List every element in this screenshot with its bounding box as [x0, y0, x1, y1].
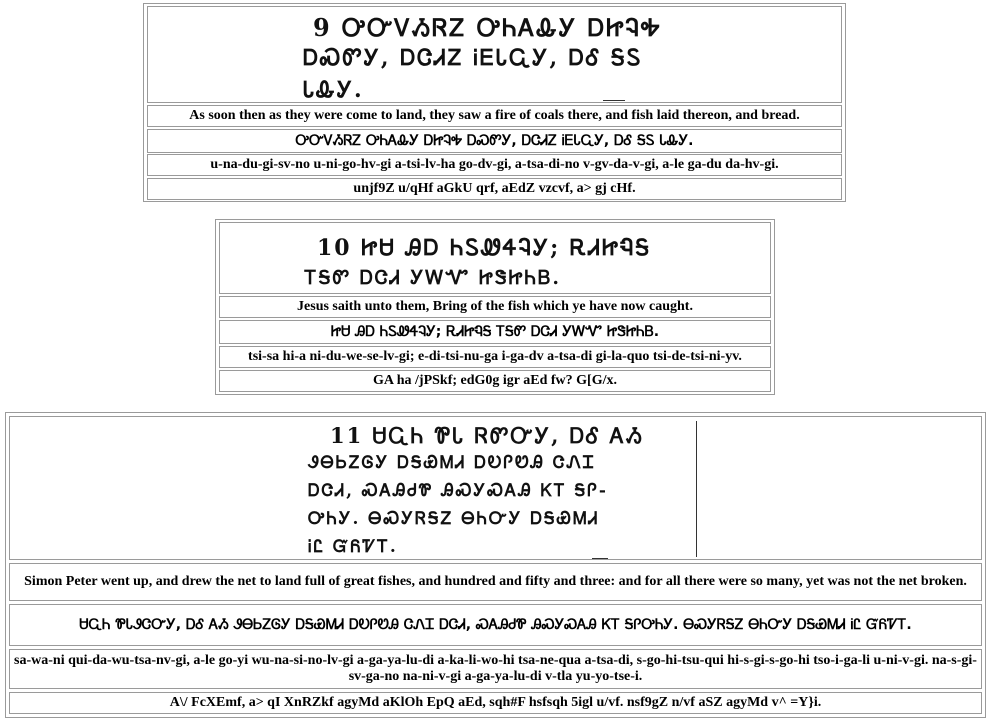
verse-9-syllabary: ᎤᏅᏙᏱᏒᏃ ᎤᏂᎪᎲᎩ ᎠᏥᎸᎭ ᎠᏍᏛᎩ, ᎠᏣᏗᏃ ᎥᎬᏓᏩᎩ, ᎠᎴ ᎦᏚ ᏓᎲᎩ.: [147, 129, 842, 153]
verse-10-encoding: GA ha /jPSkf; edG0g igr aEd fw? G[G/x.: [219, 370, 771, 392]
verse-11-block: [5, 412, 986, 718]
verse-11-english: Simon Peter went up, and drew the net to land full of great fishes, and hundred and fifty and three: and for all there were so many, yet was not the net broken.: [9, 563, 982, 601]
scan-line: ᎥᏝ ᏳᏲᏤᎢ.: [308, 537, 398, 557]
scan-border-line: [696, 421, 697, 557]
verse-11-scan-image: [9, 416, 982, 560]
scan-line: 9 ᎤᏅᏙᏱᏒᏃ ᎤᏂᎪᎲᎩ ᎠᏥᎸᎭ: [313, 13, 662, 42]
scan-line: ᏭᎾᏏᏃᎶᎩ ᎠᎦᏯᎷᏗ ᎠᎧᎵᏬᎯ ᏣᏁᏆ: [308, 453, 596, 473]
verse-11-transliteration: sa-wa-ni qui-da-wu-tsa-nv-gi, a-le go-yi wu-na-si-no-lv-gi a-ga-ya-lu-di a-ka-li-wo-hi tsa-ne-qua a-tsa-di, s-go-hi-tsu-qui hi-s-gi-s-go-hi tso-i-ga-li u-ni-v-gi. na-s-gi-sv-ga-no na-ni-v-gi a-ga-ya-lu-di v-tla yu-yo-tse-i.: [9, 649, 982, 689]
verse-10-block: [215, 219, 775, 395]
verse-9-encoding: unjf9Z u/qHf aGkU qrf, aEdZ vzcvf, a> gj cHf.: [147, 178, 842, 200]
verse-11-syllabary: ᏌᏩᏂ ᏈᏓᏭᏣᏅᎩ, ᎠᎴ ᎪᏱ ᏭᎾᏏᏃᎶᎩ ᎠᎦᏯᎷᏗ ᎠᎧᎵᏬᎯ ᏣᏁᏆ ᎠᏣᏗ, ᏍᎪᎯᏧᏈ ᎯᏍᎩᏍᎪᎯ ᏦᎢ ᎦᎵᎤᏂᎩ. ᎾᏍᎩᏒᎦᏃ ᎾᏂᏅᎩ ᎠᎦᏯᎷᏗ ᎥᏝ ᏳᏲᏤᎢ.: [9, 604, 982, 646]
scan-line: 11 ᏌᏩᏂ ᏈᏓ ᏒᏛᏅᎩ, ᎠᎴ ᎪᏱ: [330, 423, 644, 448]
scan-mark: [603, 100, 625, 101]
scan-line: 10 ᏥᏌ ᎯᎠ ᏂᏚᏪᏎᎸᎩ; ᎡᏗᏥᏄᎦ: [317, 235, 652, 261]
verse-9-english: As soon then as they were come to land, they saw a fire of coals there, and fish laid thereon, and bread.: [147, 105, 842, 127]
verse-10-scan-image: [219, 222, 771, 294]
verse-10-syllabary: ᏥᏌ ᎯᎠ ᏂᏚᏪᏎᎸᎩ; ᎡᏗᏥᏄᎦ ᎢᎦᏛ ᎠᏣᏗ ᎩᎳᏉ ᏥᏕᏥᏂᏴ.: [219, 320, 771, 344]
scan-line: ᎤᏂᎩ. ᎾᏍᎩᏒᎦᏃ ᎾᏂᏅᎩ ᎠᎦᏯᎷᏗ: [308, 509, 600, 529]
scan-line: ᎠᏍᏛᎩ, ᎠᏣᏗᏃ ᎥᎬᏓᏩᎩ, ᎠᎴ ᎦᏚ: [303, 45, 643, 71]
verse-9-block: [143, 3, 846, 202]
scan-mark: [592, 558, 608, 559]
verse-11-encoding: A\/ FcXEmf, a> qI XnRZkf agyMd aKlOh EpQ aEd, sqh#F hsfsqh 5igl u/vf. nsf9gZ n/vf aSZ agyMd v^ =Y}i.: [9, 692, 982, 714]
verse-9-transliteration: u-na-du-gi-sv-no u-ni-go-hv-gi a-tsi-lv-ha go-dv-gi, a-tsa-di-no v-gv-da-v-gi, a-le ga-du da-hv-gi.: [147, 154, 842, 176]
verse-10-transliteration: tsi-sa hi-a ni-du-we-se-lv-gi; e-di-tsi-nu-ga i-ga-dv a-tsa-di gi-la-quo tsi-de-tsi-ni-yv.: [219, 346, 771, 368]
scan-line: ᏓᎲᎩ.: [303, 77, 364, 103]
scan-line: ᎠᏣᏗ, ᏍᎪᎯᏧᏈ ᎯᏍᎩᏍᎪᎯ ᏦᎢ ᎦᎵ-: [308, 481, 608, 501]
verse-10-english: Jesus saith unto them, Bring of the fish which ye have now caught.: [219, 296, 771, 318]
verse-9-scan-image: [147, 6, 842, 103]
scan-line: ᎢᎦᏛ ᎠᏣᏗ ᎩᎳᏉ ᏥᏕᏥᏂᏴ.: [305, 267, 562, 289]
